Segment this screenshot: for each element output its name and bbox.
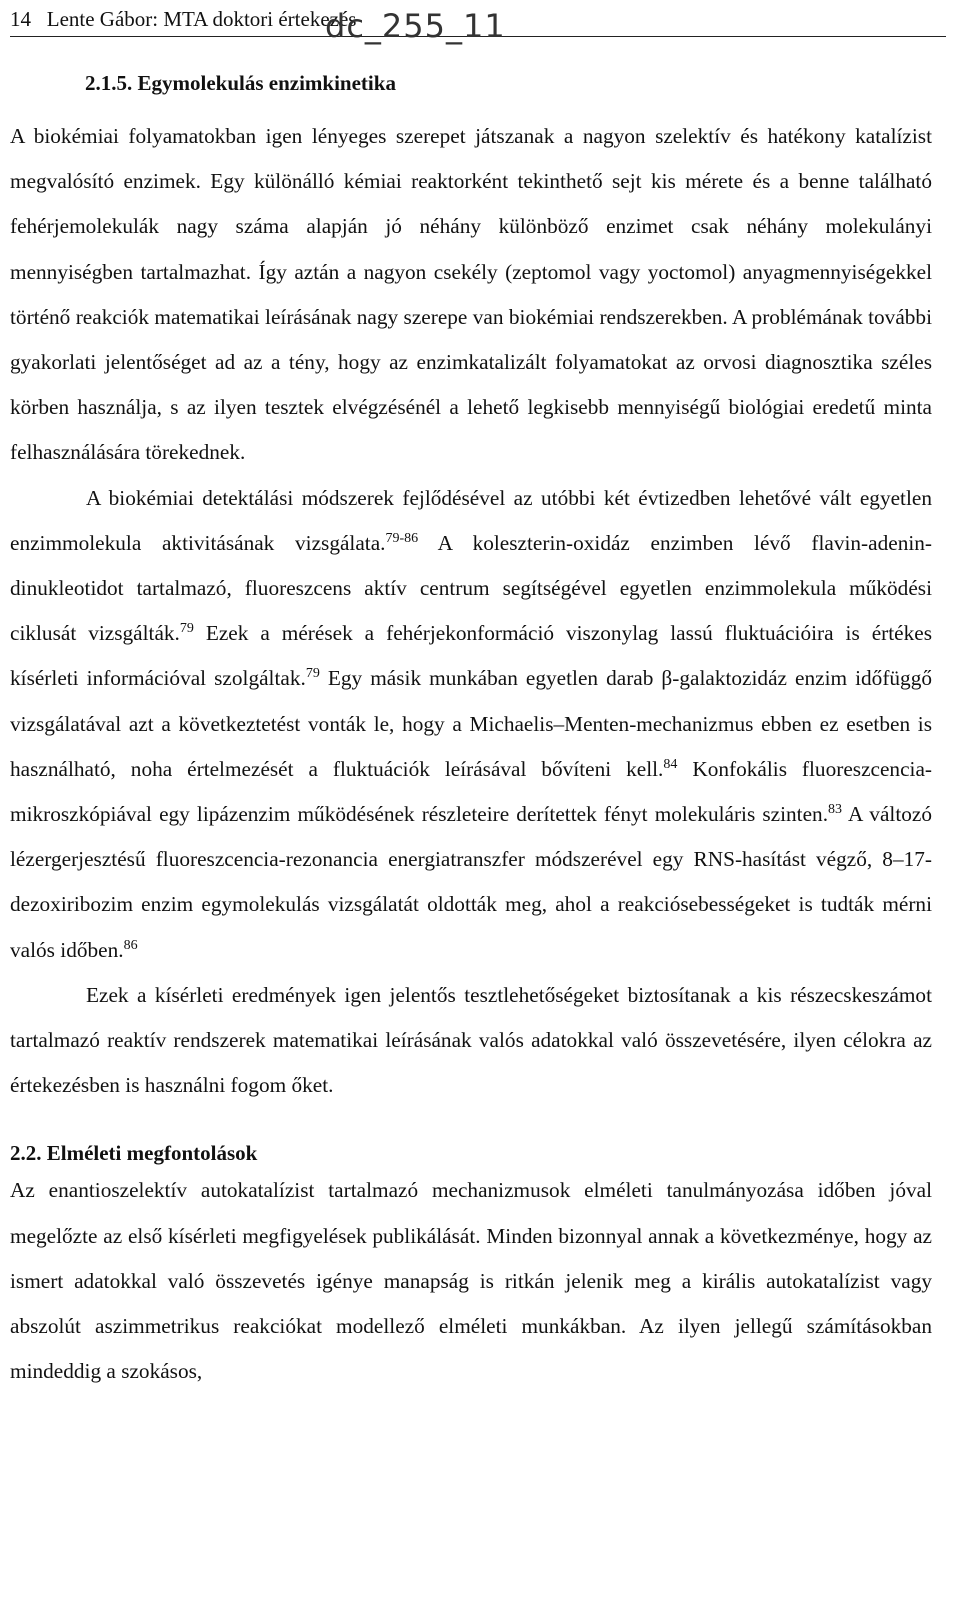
- page-header: [10, 6, 946, 45]
- citation-ref: 79-86: [385, 530, 419, 546]
- paragraph-text: A változó lézergerjesztésű fluoreszcencia-rezonancia energiatranszfer módszerével egy RNS-hasítást végző, 8–17-dezoxiribozim enzim egymolekulás vizsgálatát oldották meg, ahol a reakciósebességeket is tudták mérni valós időben.: [10, 802, 932, 962]
- page-number: 14: [10, 7, 31, 31]
- document-watermark: dc_255_11: [325, 7, 506, 45]
- section-number: 2.2.: [10, 1141, 42, 1166]
- paragraph-text: Ezek a mérések a fehérjekonformáció viszonylag lassú fluktuációira is értékes kísérleti információval szolgáltak.: [10, 621, 932, 691]
- page-content: [10, 68, 932, 1394]
- paragraph-4: [10, 1168, 932, 1394]
- paragraph-3: [10, 973, 932, 1109]
- paragraph-text: Ezek a kísérleti eredmények igen jelentős tesztlehetőségeket biztosítanak a kis részecskeszámot tartalmazó reaktív rendszerek matematikai leírásának valós adatokkal való összevetésére, ilyen célokra az értekezésben is használni fogom őket.: [10, 982, 932, 1098]
- section-heading-2-1-5: [10, 68, 932, 98]
- paragraph-2: [10, 476, 932, 973]
- section-title: Elméleti megfontolások: [46, 1141, 258, 1166]
- citation-ref: 86: [123, 937, 138, 953]
- paragraph-text: Az enantioszelektív autokatalízist tartalmazó mechanizmusok elméleti tanulmányozása időben jóval megelőzte az első kísérleti megfigyelések publikálását. Minden bizonnyal annak a következménye, hogy az ismert adatokkal való összevetés igénye manapság is ritkán jelenik meg a királis autokatalízist vagy abszolút aszimmetrikus reakciókat modellező elméleti munkákban. Az ilyen jellegű számításokban mindeddig a szokásos,: [10, 1178, 932, 1384]
- header-text: [10, 6, 356, 32]
- paragraph-text: A biokémiai folyamatokban igen lényeges szerepet játszanak a nagyon szelektív és hatékony katalízist megvalósító enzimek. Egy különálló kémiai reaktorként tekinthető sejt kis mérete és a benne található fehérjemolekulák nagy száma alapján jó néhány különböző enzimet csak néhány molekulányi mennyiségben tartalmazhat. Így aztán a nagyon csekély (zeptomol vagy yoctomol) anyagmennyiségekkel történő reakciók matematikai leírásának nagy szerepe van biokémiai rendszerekben. A problémának további gyakorlati jelentőséget ad az a tény, hogy az enzimkatalizált folyamatokat az orvosi diagnosztika széles körben használja, s az ilyen tesztek elvégzésénél a lehető legkisebb mennyiségű biológiai eredetű minta felhasználására törekednek.: [10, 124, 932, 465]
- paragraph-text: Konfokális fluoreszcencia-mikroszkópiával egy lipázenzim működésének részleteire derítettek fényt molekuláris szinten.: [10, 756, 932, 827]
- section-spacer: [10, 1108, 932, 1138]
- section-heading-2-2: [10, 1138, 932, 1168]
- citation-ref: 79: [305, 666, 320, 682]
- paragraph-text: Egy másik munkában egyetlen darab β-galaktozidáz enzim időfüggő vizsgálatával azt a következtetést vonták le, hogy a Michaelis–Menten-mechanizmus ebben ez esetben is használható, noha értelmezését a fluktuációk leírásával bővíteni kell.: [10, 666, 933, 781]
- paragraph-1: [10, 114, 932, 476]
- citation-ref: 83: [828, 802, 843, 818]
- running-title: Lente Gábor: MTA doktori értekezés: [46, 7, 357, 31]
- section-title: Egymolekulás enzimkinetika: [137, 71, 396, 95]
- citation-ref: 79: [179, 621, 194, 637]
- paragraph-text: A biokémiai detektálási módszerek fejlődésével az utóbbi két évtizedben lehetővé vált egyetlen enzimmolekula aktivitásának vizsgálata.: [10, 485, 932, 555]
- paragraph-text: A koleszterin-oxidáz enzimben lévő flavin-adenin-dinukleotidot tartalmazó, fluoreszcens aktív centrum segítségével egyetlen enzimmolekula működési ciklusát vizsgálták.: [10, 530, 933, 646]
- section-number: 2.1.5.: [85, 71, 133, 95]
- citation-ref: 84: [663, 756, 678, 772]
